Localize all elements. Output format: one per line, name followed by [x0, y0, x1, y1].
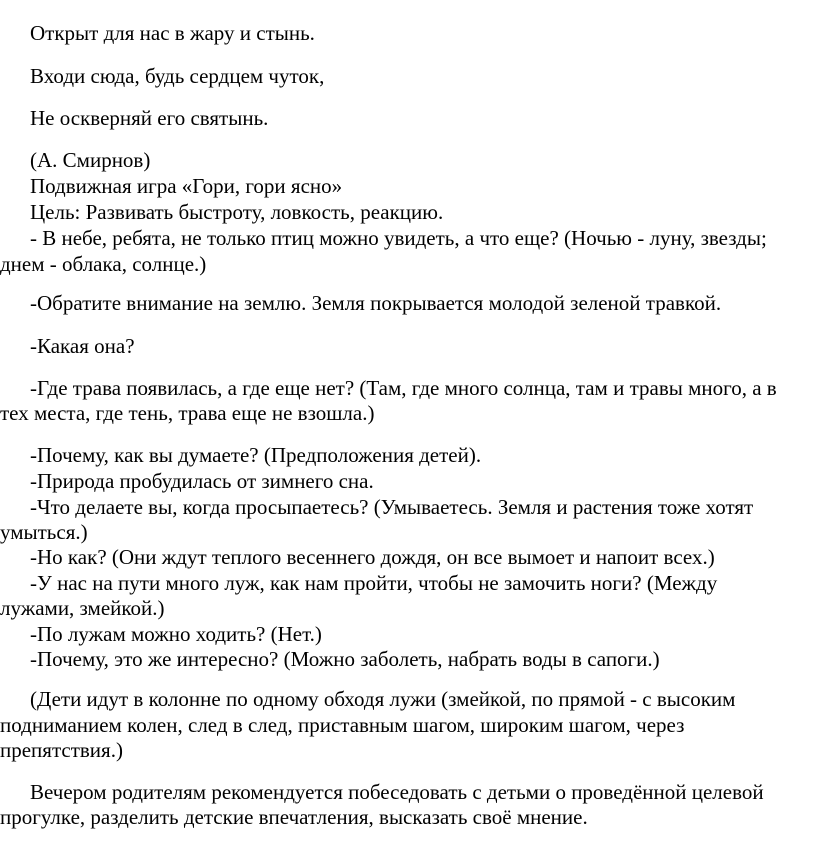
dialogue-line: тех места, где тень, трава еще не взошла.) — [0, 401, 375, 425]
poem-line: Не оскверняй его святынь. — [30, 106, 269, 130]
activity-line: подниманием колен, след в след, приставным шагом, широким шагом, через — [0, 713, 685, 737]
recommendation-line: Вечером родителям рекомендуется побеседовать с детьми о проведённой целевой — [30, 780, 764, 804]
dialogue-line: -Что делаете вы, когда просыпаетесь? (Умываетесь. Земля и растения тоже хотят — [30, 495, 754, 519]
dialogue-line: -Где трава появилась, а где еще нет? (Там, где много солнца, там и травы много, а в — [30, 376, 777, 400]
dialogue-line: -Но как? (Они ждут теплого весеннего дождя, он все вымоет и напоит всех.) — [30, 545, 715, 569]
dialogue-line: умыться.) — [0, 520, 88, 544]
dialogue-line: -По лужам можно ходить? (Нет.) — [30, 622, 322, 646]
dialogue-line: -Почему, как вы думаете? (Предположения детей). — [30, 443, 482, 467]
dialogue-line: днем - облака, солнце.) — [0, 252, 207, 276]
recommendation-line: прогулке, разделить детские впечатления, высказать своё мнение. — [0, 805, 588, 829]
dialogue-line: -Природа пробудилась от зимнего сна. — [30, 469, 374, 493]
poem-line: Входи сюда, будь сердцем чуток, — [30, 64, 325, 88]
dialogue-line: - В небе, ребята, не только птиц можно увидеть, а что еще? (Ночью - луну, звезды; — [30, 226, 767, 250]
game-goal: Цель: Развивать быстроту, ловкость, реакцию. — [30, 200, 444, 224]
activity-line: препятствия.) — [0, 738, 123, 762]
poem-line: Открыт для нас в жару и стынь. — [30, 21, 315, 45]
dialogue-line: -Какая она? — [30, 334, 135, 358]
dialogue-line: -У нас на пути много луж, как нам пройти, чтобы не замочить ноги? (Между — [30, 571, 718, 595]
dialogue-line: -Обратите внимание на землю. Земля покрывается молодой зеленой травкой. — [30, 291, 722, 315]
dialogue-line: -Почему, это же интересно? (Можно заболеть, набрать воды в сапоги.) — [30, 647, 660, 671]
game-title: Подвижная игра «Гори, гори ясно» — [30, 174, 343, 198]
poem-author: (А. Смирнов) — [30, 148, 151, 172]
activity-line: (Дети идут в колонне по одному обходя лужи (змейкой, по прямой - с высоким — [30, 687, 736, 711]
dialogue-line: лужами, змейкой.) — [0, 596, 165, 620]
